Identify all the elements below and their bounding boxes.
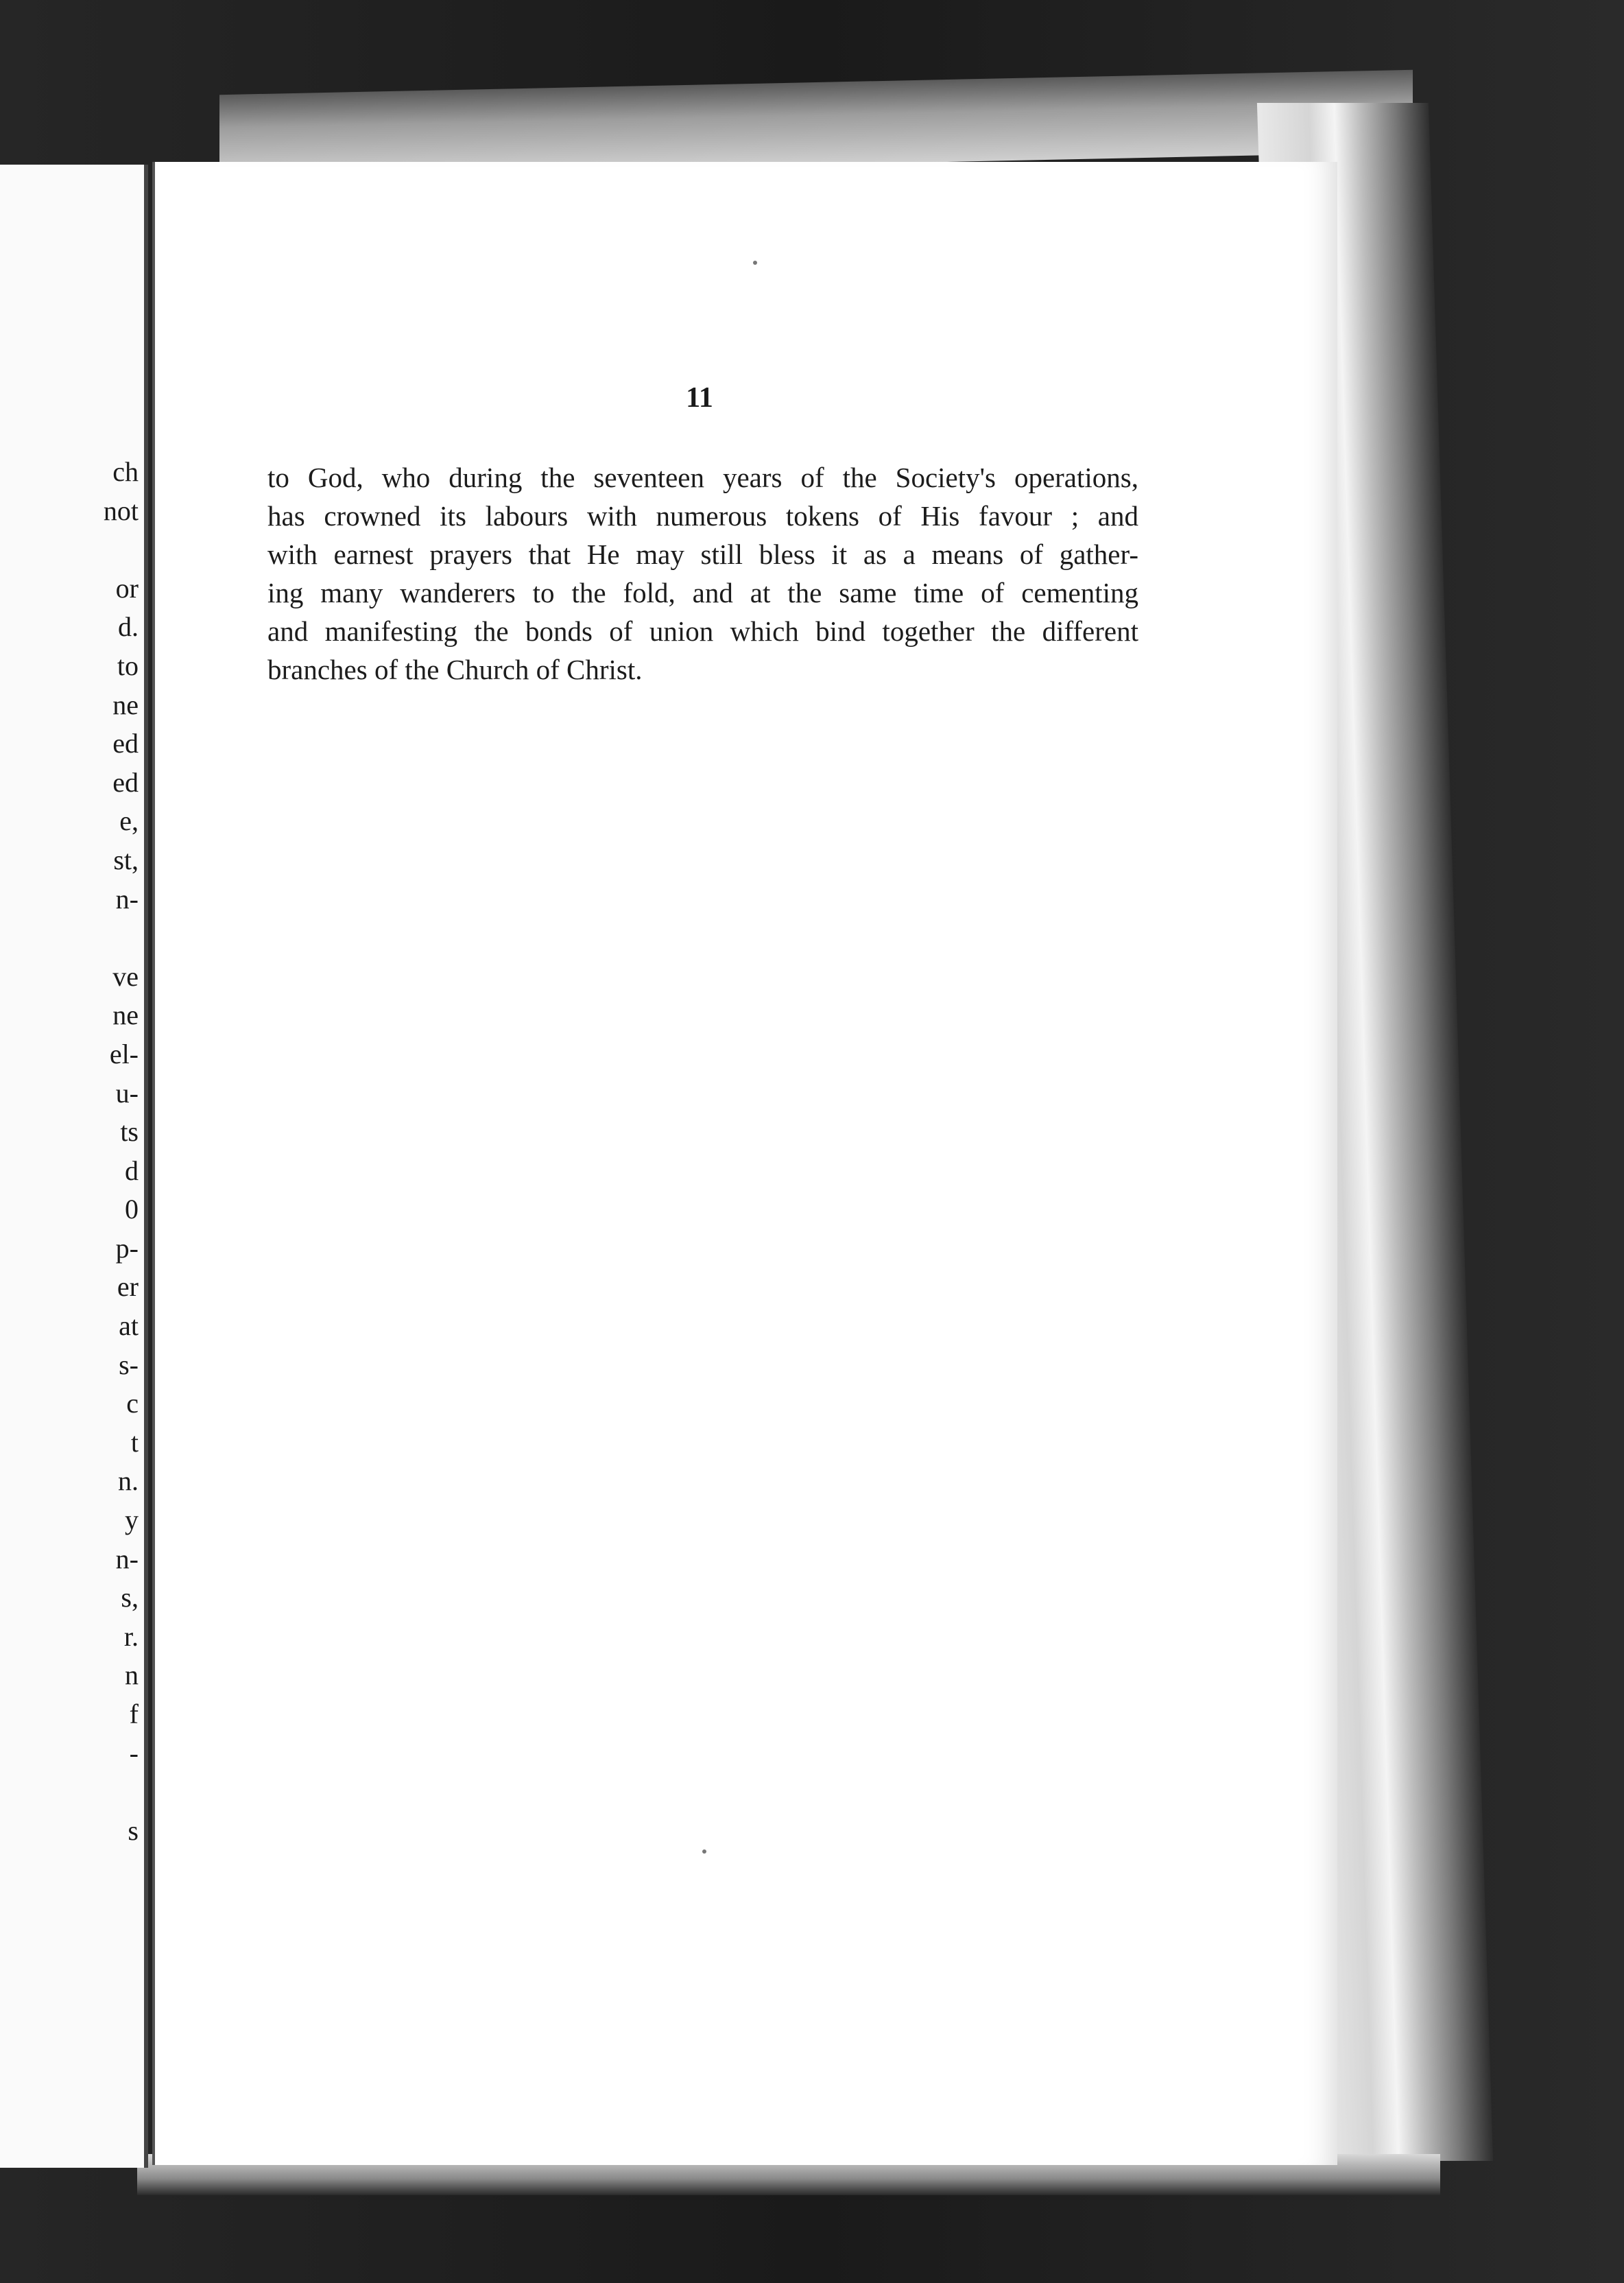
paragraph-line: ing many wanderers to the fold, and at the same time of cementing (267, 577, 1138, 608)
left-fragment-line: not (103, 495, 139, 526)
left-page-text-fragments (104, 453, 139, 1850)
paragraph-line: branches of the Church of Christ. (267, 654, 643, 685)
left-fragment-line: c (126, 1388, 139, 1419)
scan-speck (753, 261, 757, 265)
left-fragment-line: ve (112, 960, 139, 992)
left-fragment-line: ts (120, 1116, 139, 1148)
left-fragment-line: n (125, 1659, 139, 1691)
left-page (0, 165, 148, 2168)
left-fragment-line: n. (118, 1465, 139, 1497)
left-fragment-line: - (129, 1737, 139, 1769)
left-fragment-line (104, 919, 139, 958)
left-fragment-line: d (125, 1155, 139, 1186)
left-fragment-line: n- (115, 883, 139, 914)
left-fragment-line: e, (119, 805, 139, 837)
paragraph-line: with earnest prayers that He may still bless it as a means of gather- (267, 539, 1138, 570)
left-fragment-line: p- (115, 1232, 139, 1264)
left-fragment-line: y (125, 1504, 139, 1536)
left-fragment-line: ch (112, 456, 139, 487)
left-fragment-line: s (128, 1814, 139, 1846)
body-paragraph (267, 458, 1138, 689)
left-fragment-line: ed (112, 766, 139, 798)
left-fragment-line: 0 (125, 1194, 139, 1225)
left-fragment-line: ne (112, 999, 139, 1031)
left-fragment-line: st, (113, 844, 139, 875)
left-fragment-line: t (130, 1426, 139, 1458)
left-fragment-line: d. (118, 611, 139, 643)
left-fragment-line: at (119, 1310, 139, 1342)
left-fragment-line: or (115, 572, 139, 604)
paragraph-line: and manifesting the bonds of union which bind together the different (267, 615, 1138, 647)
left-fragment-line: s- (119, 1349, 139, 1380)
left-fragment-line (104, 1773, 139, 1812)
left-fragment-line: s, (121, 1582, 139, 1613)
left-fragment-line: ed (112, 728, 139, 759)
left-fragment-line: f (129, 1699, 139, 1729)
left-fragment-line: ne (112, 689, 139, 720)
left-fragment-line: el- (109, 1038, 139, 1069)
paragraph-line: has crowned its labours with numerous tokens of His favour ; and (267, 500, 1138, 532)
scan-speck (702, 1849, 706, 1854)
left-fragment-line: u- (115, 1077, 139, 1109)
left-fragment-line: to (117, 650, 139, 681)
page-number: 11 (686, 382, 713, 414)
paragraph-line: to God, who during the seventeen years of the Society's operations, (267, 462, 1138, 493)
left-fragment-line: n- (115, 1543, 139, 1574)
left-fragment-line (104, 530, 139, 569)
left-fragment-line: r. (123, 1620, 139, 1652)
left-fragment-line: er (117, 1271, 139, 1303)
